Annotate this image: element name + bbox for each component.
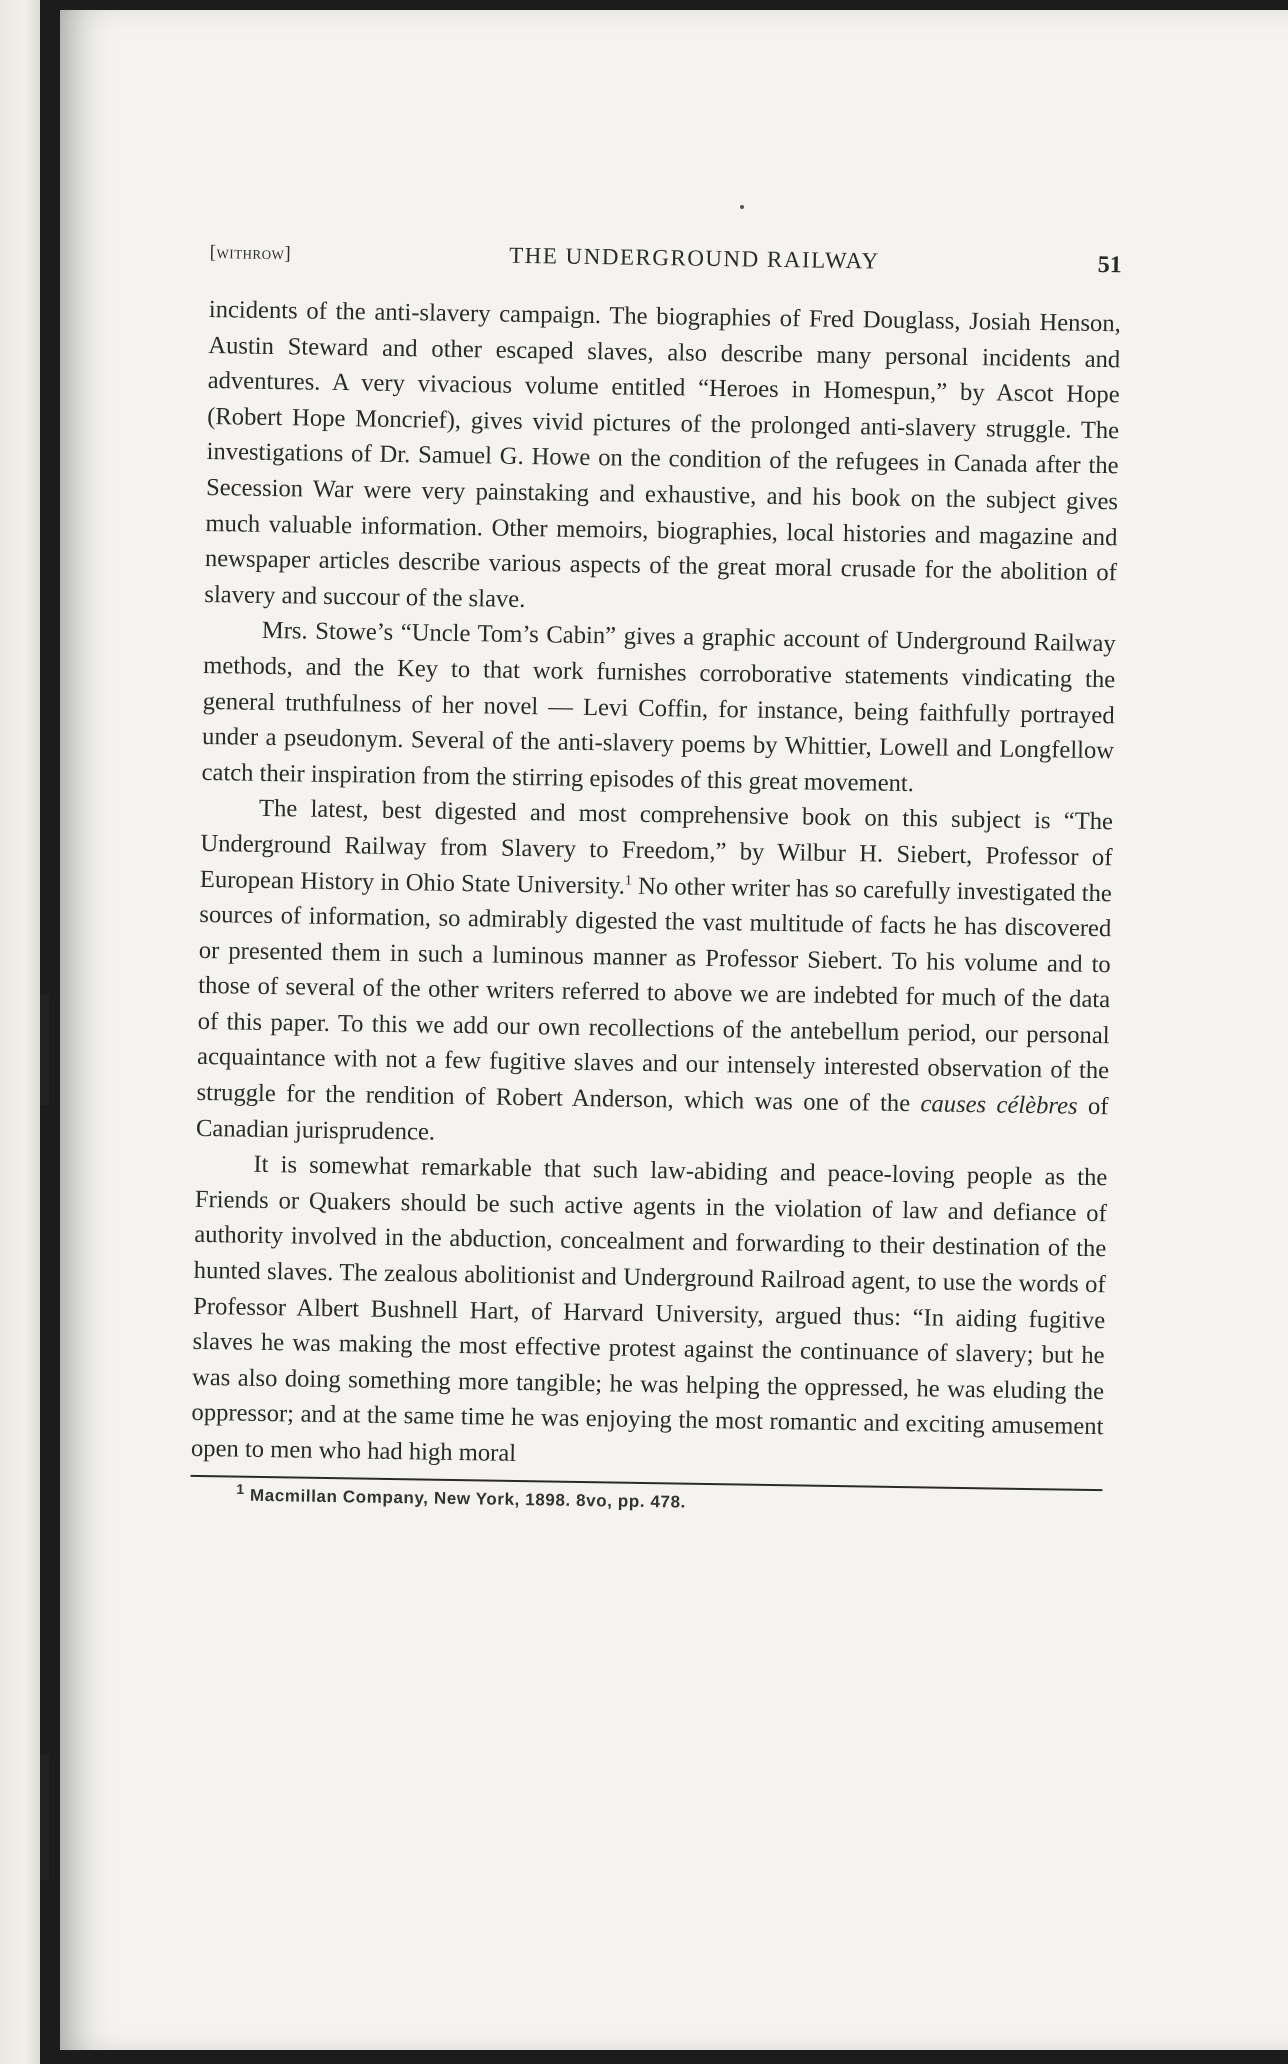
italic-phrase: causes célèbres	[920, 1090, 1078, 1120]
paragraph-text: of Canadian jurisprudence.	[195, 1092, 1109, 1146]
body-text	[191, 292, 1121, 1481]
page-number: 51	[1097, 251, 1122, 279]
footnote-marker: 1	[236, 1480, 245, 1497]
book-binding	[0, 0, 40, 2064]
paragraph: incidents of the anti-slavery campaign. The biographies of Fred Douglass, Josiah Henson, Austin Steward and other escaped slaves, also describe many personal incidents and adventures. A very vivacious volume entitled “Heroes in Homespun,” by Ascot Hope (Robert Hope Moncrief), gives vivid pictures of the prolonged anti-slavery struggle. The investigations of Dr. Samuel G. Howe on the condition of the refugees in Canada after the Secession War were very painstaking and exhaustive, and his book on the subject gives much valuable information. Other memoirs, biographies, local histories and magazine and newspaper articles describe various aspects of the great moral crusade for the abolition of slavery and succour of the slave.	[204, 295, 1121, 613]
paragraph	[196, 790, 1113, 1160]
paragraph: It is somewhat remarkable that such law-abiding and peace-loving people as the Friends or Quakers should be such active agents in the violation of law and defiance of authority involved in the abduction, concealment and forwarding to their destination of the hunted slaves. The zealous abolitionist and Underground Railroad agent, to use the words of Professor Albert Bushnell Hart, of Harvard University, argued thus: “In aiding fugitive slaves he was making the most effective protest against the continuance of slavery; but he was also doing something more tangible; he was helping the oppressed, he was eluding the oppressor; and at the same time he was enjoying the most romantic and exciting amusement open to men who had high moral	[190, 1151, 1108, 1467]
binding-mark	[40, 995, 49, 1105]
paragraph-text: The latest, best digested and most comprehensive book on this subject is “The Underground Railway from Slavery to Freedom,” by Wilbur H. Siebert, Professor of European History in Ohio State University.	[199, 795, 1114, 900]
paragraph-text: No other writer has so carefully investigated the sources of information, so admirably digested the vast multitude of facts he has discovered or presented them in such a luminous manner as Professor Siebert. To his volume and to those of several of the other writers referred to above we are indebted for much of the data of this paper. To this we add our own recollections of the antebellum period, our personal acquaintance with not a few fugitive slaves and our intensely interested observation of the struggle for the rendition of Robert Anderson, which was one of the	[196, 872, 1113, 1118]
paragraph: Mrs. Stowe’s “Uncle Tom’s Cabin” gives a graphic account of Underground Railway methods, and the Key to that work furnishes corroborative statements vindicating the general truthfulness of her novel — Levi Coffin, for instance, being faithfully portrayed under a pseudonym. Several of the anti-slavery poems by Whittier, Lowell and Longfellow catch their inspiration from the stirring episodes of this great movement.	[201, 617, 1116, 797]
footnote-reference: 1	[624, 872, 633, 889]
binding-mark	[40, 1755, 49, 1880]
author-label: [withrow]	[209, 241, 292, 265]
print-speck	[740, 205, 744, 209]
page-title: THE UNDERGROUND RAILWAY	[509, 242, 880, 274]
footnote-text: Macmillan Company, New York, 1898. 8vo, pp. 478.	[249, 1485, 687, 1512]
page-content	[190, 238, 1122, 1519]
